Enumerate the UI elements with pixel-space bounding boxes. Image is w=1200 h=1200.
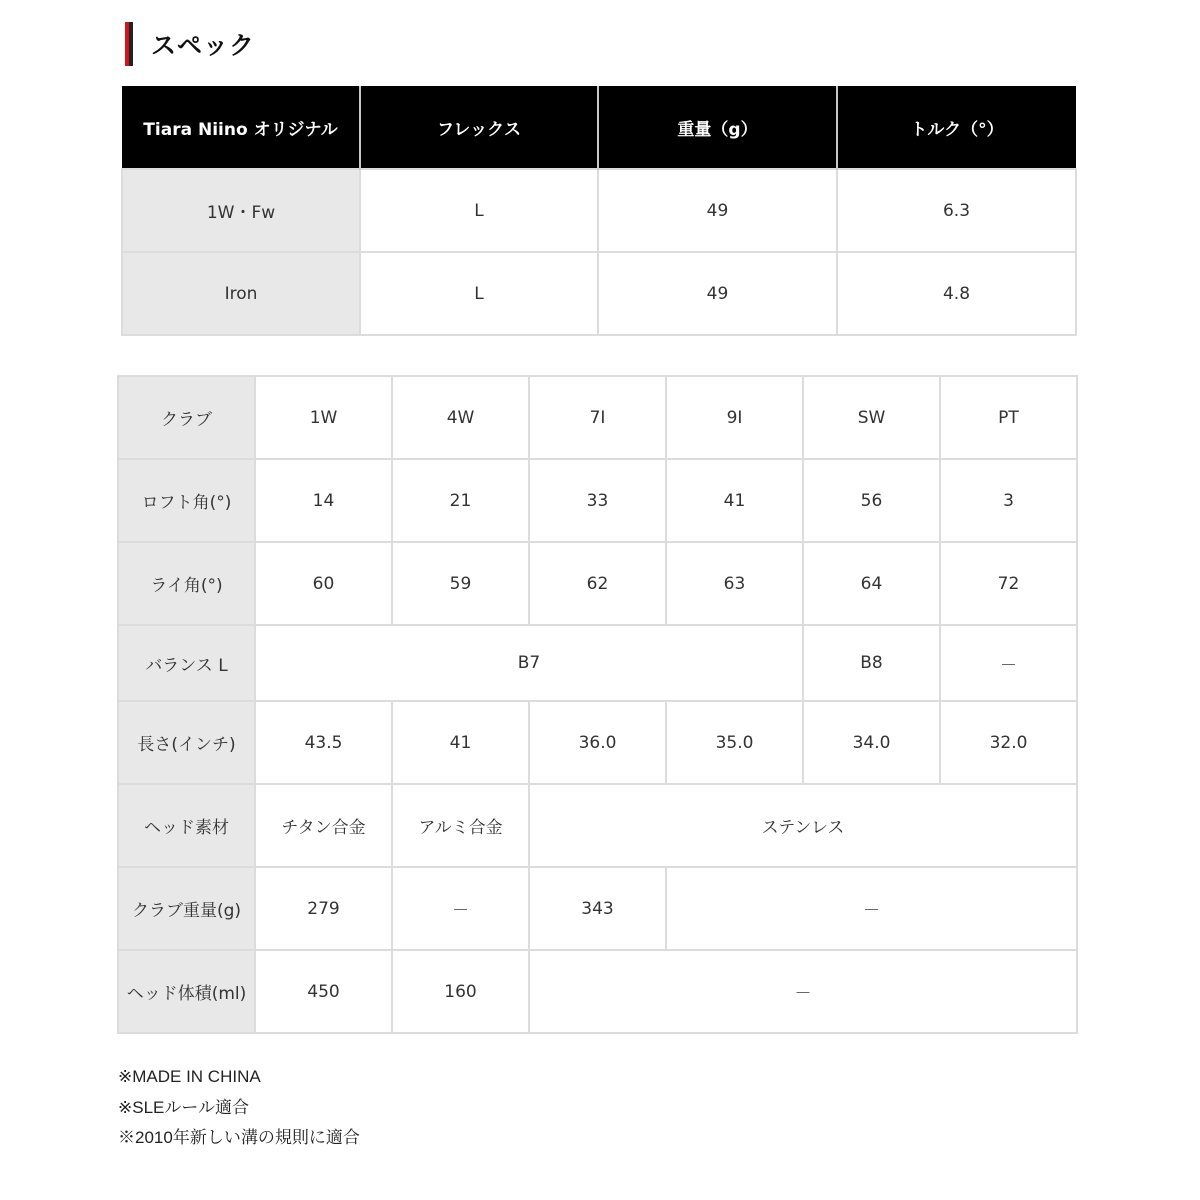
head-volume-row [118,950,1077,1033]
row-label: ロフト角(°) [118,459,255,542]
lie-cell: 72 [940,542,1077,625]
length-cell: 34.0 [803,701,940,784]
table-header-row [122,86,1076,169]
cell-torque: 4.8 [837,252,1076,335]
cell-flex: L [360,169,598,252]
club-spec-table [117,375,1078,1034]
balance-cell: B8 [803,625,940,701]
length-cell: 36.0 [529,701,666,784]
head-material-cell: ステンレス [529,784,1077,867]
length-row [118,701,1077,784]
club-weight-cell: 343 [529,867,666,950]
header-model: Tiara Niino オリジナル [122,86,360,169]
length-cell: 32.0 [940,701,1077,784]
head-material-row [118,784,1077,867]
row-label: 長さ(インチ) [118,701,255,784]
note-made-in: ※MADE IN CHINA [118,1067,261,1086]
club-weight-cell: 279 [255,867,392,950]
loft-cell: 41 [666,459,803,542]
lie-cell: 64 [803,542,940,625]
lie-cell: 62 [529,542,666,625]
section-header [125,22,255,66]
header-weight: 重量（g） [598,86,837,169]
loft-cell: 14 [255,459,392,542]
balance-row [118,625,1077,701]
lie-cell: 60 [255,542,392,625]
row-label: ヘッド体積(ml) [118,950,255,1033]
club-cell: 4W [392,376,529,459]
row-label: 1W・Fw [122,169,360,252]
club-weight-cell: － [392,867,529,950]
length-cell: 41 [392,701,529,784]
table-row [122,252,1076,335]
header-flex: フレックス [360,86,598,169]
loft-cell: 3 [940,459,1077,542]
section-title: スペック [151,31,256,60]
lie-cell: 59 [392,542,529,625]
loft-cell: 33 [529,459,666,542]
notes [118,1062,360,1154]
club-cell: 7I [529,376,666,459]
club-weight-row [118,867,1077,950]
note-sle-rule: ※SLEルール適合 [118,1097,250,1117]
cell-weight: 49 [598,252,837,335]
loft-row [118,459,1077,542]
loft-cell: 21 [392,459,529,542]
balance-cell: － [940,625,1077,701]
note-groove-rule: ※2010年新しい溝の規則に適合 [118,1128,360,1147]
row-label: クラブ重量(g) [118,867,255,950]
loft-cell: 56 [803,459,940,542]
head-volume-cell: － [529,950,1077,1033]
cell-torque: 6.3 [837,169,1076,252]
row-label: クラブ [118,376,255,459]
club-cell: PT [940,376,1077,459]
row-label: ライ角(°) [118,542,255,625]
head-volume-cell: 160 [392,950,529,1033]
table-row [122,169,1076,252]
header-torque: トルク（°） [837,86,1076,169]
title-accent-bar [125,22,133,66]
balance-cell: B7 [255,625,803,701]
row-label: ヘッド素材 [118,784,255,867]
shaft-spec-table [121,86,1077,336]
lie-row [118,542,1077,625]
length-cell: 35.0 [666,701,803,784]
cell-flex: L [360,252,598,335]
lie-cell: 63 [666,542,803,625]
length-cell: 43.5 [255,701,392,784]
row-label: バランス L [118,625,255,701]
club-cell: 1W [255,376,392,459]
cell-weight: 49 [598,169,837,252]
club-row [118,376,1077,459]
head-material-cell: アルミ合金 [392,784,529,867]
head-volume-cell: 450 [255,950,392,1033]
club-cell: 9I [666,376,803,459]
row-label: Iron [122,252,360,335]
head-material-cell: チタン合金 [255,784,392,867]
club-cell: SW [803,376,940,459]
club-weight-cell: － [666,867,1077,950]
